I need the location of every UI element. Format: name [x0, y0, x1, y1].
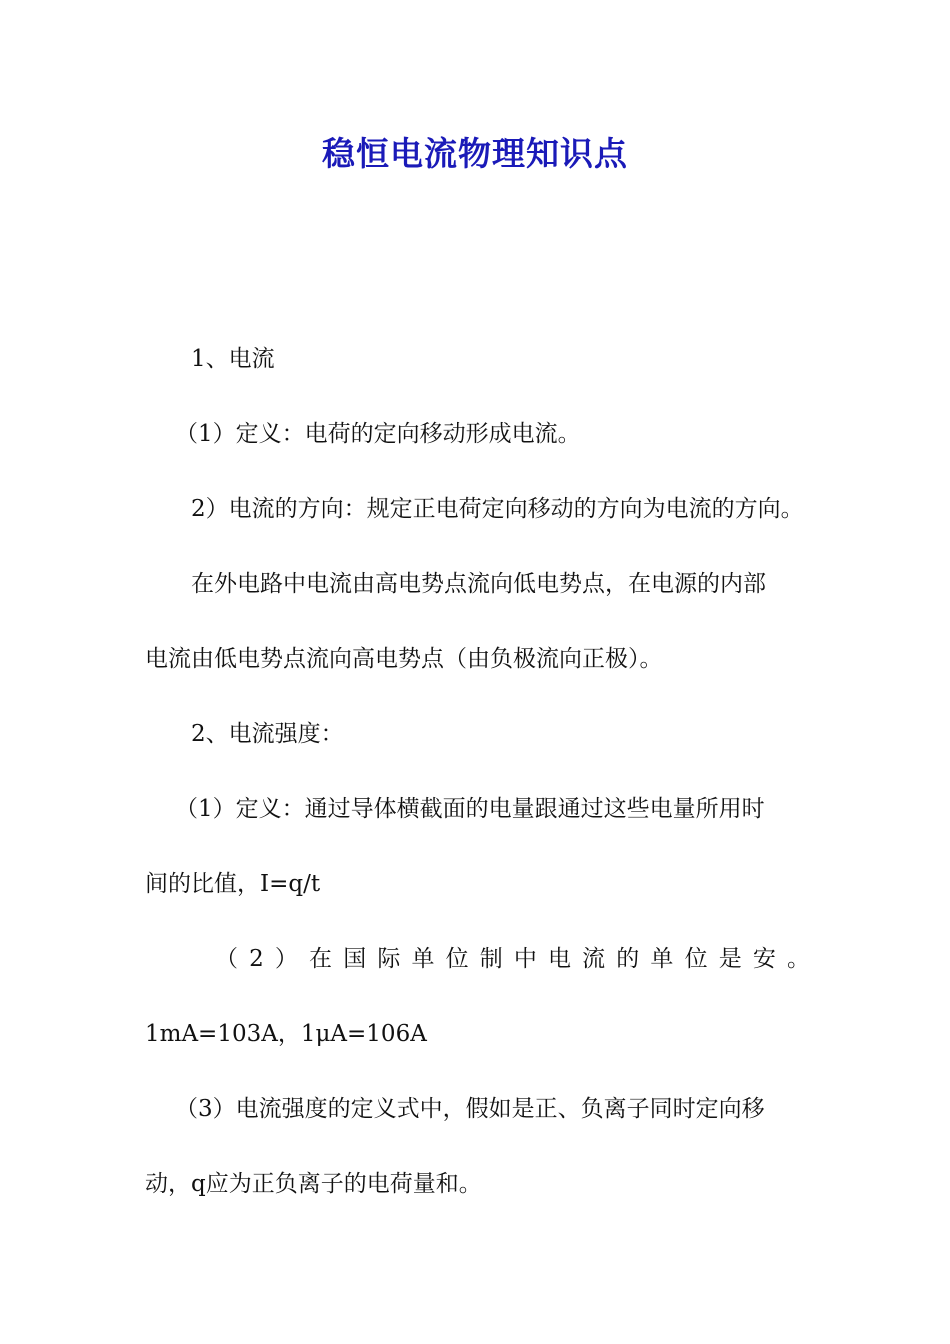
paragraph-strength-definition: （1）定义：通过导体横截面的电量跟通过这些电量所用时 [175, 796, 765, 822]
paragraph-si-unit: （2）在国际单位制中电流的单位是安。 [215, 946, 810, 972]
paragraph-charge-sum: 动，q应为正负离子的电荷量和。 [145, 1171, 482, 1197]
section-heading-current-strength: 2、电流强度： [191, 721, 344, 747]
paragraph-direction: 2）电流的方向：规定正电荷定向移动的方向为电流的方向。 [191, 496, 804, 522]
section-heading-current: 1、电流 [191, 346, 275, 372]
paragraph-external-circuit: 在外电路中电流由高电势点流向低电势点，在电源的内部 [191, 571, 766, 597]
paragraph-ions: （3）电流强度的定义式中，假如是正、负离子同时定向移 [175, 1096, 765, 1122]
paragraph-definition: （1）定义：电荷的定向移动形成电流。 [175, 421, 581, 447]
paragraph-unit-conversion: 1mA=103A，1μA=106A [145, 1021, 427, 1047]
document-title: 稳恒电流物理知识点 [322, 134, 628, 173]
paragraph-formula: 间的比值，I=q/t [145, 871, 321, 897]
paragraph-internal-circuit: 电流由低电势点流向高电势点（由负极流向正极）。 [145, 646, 663, 672]
